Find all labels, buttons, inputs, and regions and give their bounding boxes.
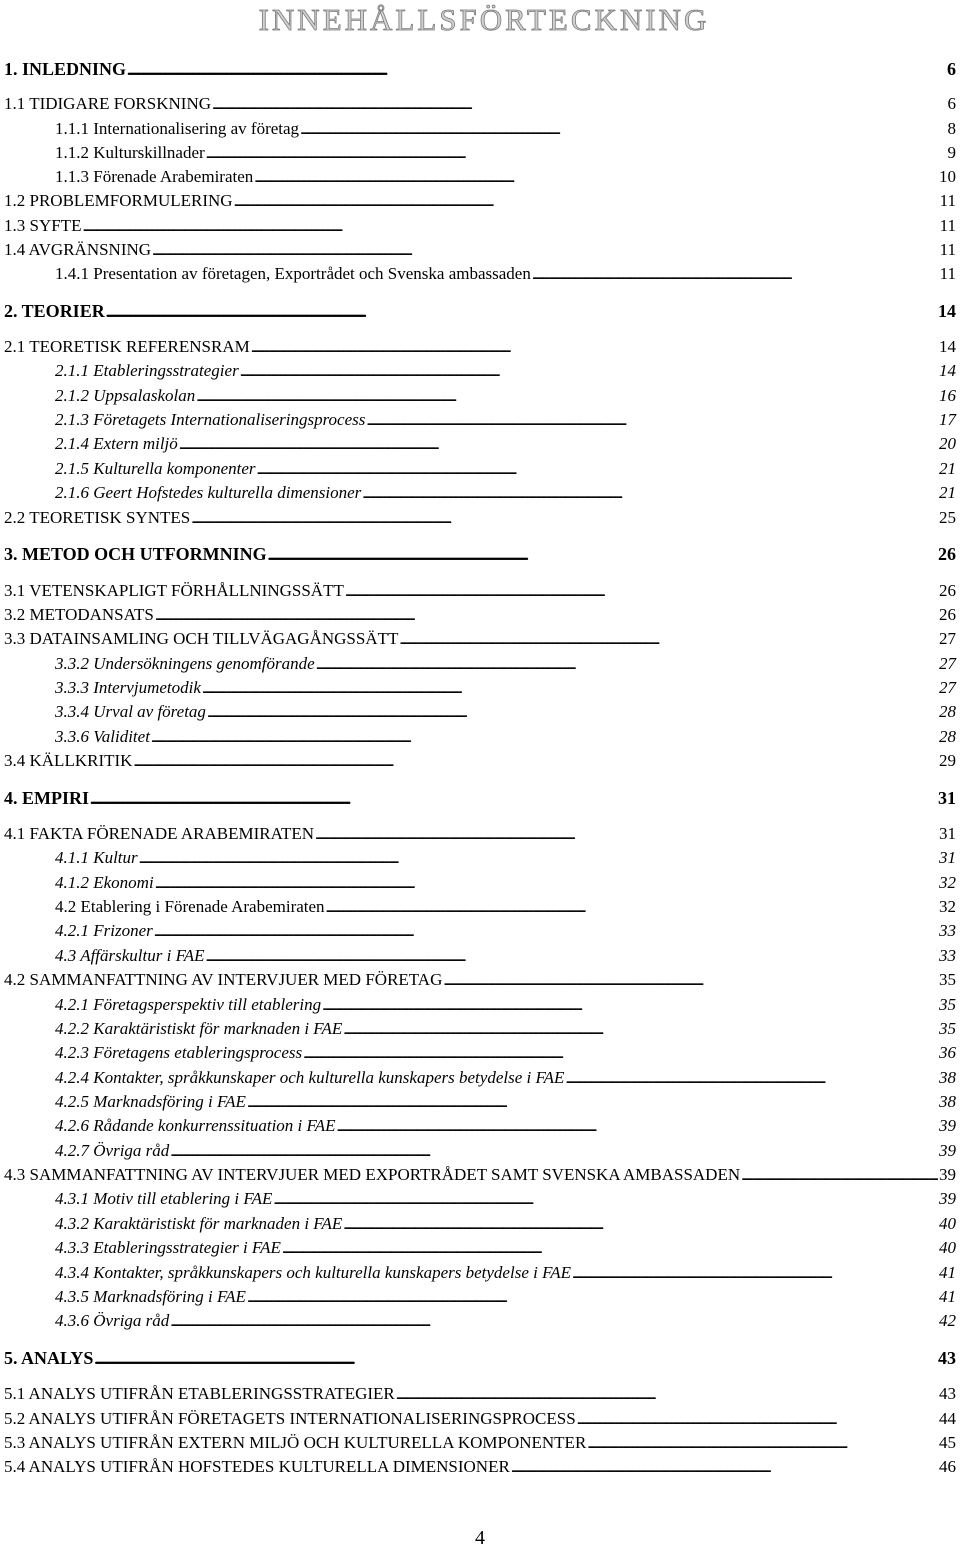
toc-entry[interactable] bbox=[4, 1432, 956, 1455]
toc-entry-label: 4.1.2 Ekonomi bbox=[55, 873, 154, 892]
toc-entry-label: 4.3.3 Etableringsstrategier i FAE bbox=[55, 1238, 281, 1257]
toc-entry-label: 4.2 SAMMANFATTNING AV INTERVJUER MED FÖRETAG bbox=[4, 970, 443, 989]
toc-leader-dots bbox=[206, 945, 938, 968]
toc-entry[interactable] bbox=[55, 896, 956, 919]
toc-entry-label: 4.2.7 Övriga råd bbox=[55, 1141, 170, 1160]
toc-entry[interactable] bbox=[55, 458, 956, 481]
toc-entry[interactable] bbox=[55, 433, 956, 456]
toc-leader-dots bbox=[212, 93, 947, 116]
toc-entry-label: 2.1.3 Företagets Internationaliseringsprocess bbox=[55, 410, 366, 429]
toc-leader-dots bbox=[94, 1347, 937, 1371]
toc-entry-label: 3.3.4 Urval av företag bbox=[55, 702, 206, 721]
toc-entry[interactable] bbox=[4, 1408, 956, 1431]
toc-entry-label: 2. TEORIER bbox=[4, 301, 105, 321]
toc-entry-label: 5. ANALYS bbox=[4, 1348, 94, 1368]
toc-leader-dots bbox=[268, 543, 937, 567]
toc-leader-dots bbox=[139, 847, 938, 870]
toc-entry[interactable] bbox=[55, 872, 956, 895]
toc-entry-page: 16 bbox=[939, 386, 956, 405]
toc-entry-page: 44 bbox=[939, 1409, 956, 1428]
toc-entry[interactable] bbox=[55, 118, 956, 141]
toc-entry-page: 11 bbox=[939, 264, 956, 283]
toc-entry[interactable] bbox=[4, 628, 956, 651]
toc-entry-page: 46 bbox=[939, 1457, 956, 1476]
toc-entry[interactable] bbox=[55, 1262, 956, 1285]
toc-entry-page: 42 bbox=[939, 1311, 956, 1330]
toc-entry-page: 31 bbox=[939, 824, 956, 843]
toc-entry-label: 4.3.2 Karaktäristiskt för marknaden i FAE bbox=[55, 1214, 343, 1233]
toc-entry-label: 2.1.2 Uppsalaskolan bbox=[55, 386, 196, 405]
toc-entry-label: 4.2.6 Rådande konkurrenssituation i FAE bbox=[55, 1116, 336, 1135]
toc-leader-dots bbox=[179, 433, 938, 456]
toc-entry[interactable] bbox=[55, 1286, 956, 1309]
toc-entry-label: 4.2.1 Frizoner bbox=[55, 921, 153, 940]
toc-entry-page: 26 bbox=[938, 544, 956, 564]
toc-leader-dots bbox=[741, 1164, 938, 1187]
toc-entry-label: 4.3.1 Motiv till etablering i FAE bbox=[55, 1189, 273, 1208]
toc-entry-page: 25 bbox=[939, 508, 956, 527]
toc-leader-dots bbox=[207, 701, 938, 724]
toc-entry-page: 36 bbox=[939, 1043, 956, 1062]
toc-entry-page: 29 bbox=[939, 751, 956, 770]
toc-entry-page: 28 bbox=[939, 702, 956, 721]
toc-entry-page: 27 bbox=[939, 654, 956, 673]
toc-entry[interactable] bbox=[55, 677, 956, 700]
toc-entry[interactable] bbox=[55, 726, 956, 749]
toc-entry[interactable] bbox=[4, 336, 956, 359]
toc-entry-label: 2.1.5 Kulturella komponenter bbox=[55, 459, 256, 478]
toc-entry-label: 2.1 TEORETISK REFERENSRAM bbox=[4, 337, 250, 356]
toc-leader-dots bbox=[240, 360, 938, 383]
toc-entry[interactable] bbox=[4, 93, 956, 116]
toc-entry[interactable] bbox=[4, 787, 956, 811]
toc-entry-label: 2.1.6 Geert Hofstedes kulturella dimensioner bbox=[55, 483, 362, 502]
toc-entry-label: 1.1.1 Internationalisering av företag bbox=[55, 119, 300, 138]
toc-entry-page: 40 bbox=[939, 1238, 956, 1257]
toc-entry[interactable] bbox=[55, 1091, 956, 1114]
toc-entry[interactable] bbox=[55, 994, 956, 1017]
toc-entry-page: 43 bbox=[939, 1384, 956, 1403]
toc-entry-label: 5.3 ANALYS UTIFRÅN EXTERN MILJÖ OCH KULTURELLA KOMPONENTER bbox=[4, 1433, 587, 1452]
toc-entry-label: 4.1 FAKTA FÖRENADE ARABEMIRATEN bbox=[4, 824, 315, 843]
toc-entry-page: 41 bbox=[939, 1263, 956, 1282]
toc-entry[interactable] bbox=[55, 263, 956, 286]
toc-entry-page: 38 bbox=[939, 1092, 956, 1111]
toc-leader-dots bbox=[82, 215, 938, 238]
toc-leader-dots bbox=[202, 677, 938, 700]
toc-entry[interactable] bbox=[55, 701, 956, 724]
toc-entry[interactable] bbox=[55, 653, 956, 676]
toc-entry-label: 3. METOD OCH UTFORMNING bbox=[4, 544, 267, 564]
toc-leader-dots bbox=[572, 1262, 938, 1285]
toc-entry-page: 11 bbox=[939, 216, 956, 235]
toc-entry[interactable] bbox=[55, 1042, 956, 1065]
toc-entry[interactable] bbox=[4, 969, 956, 992]
toc-leader-dots bbox=[362, 482, 938, 505]
toc-entry[interactable] bbox=[55, 1018, 956, 1041]
toc-entry-page: 11 bbox=[939, 240, 956, 259]
toc-leader-dots bbox=[155, 872, 938, 895]
toc-entry[interactable] bbox=[55, 360, 956, 383]
toc-leader-dots bbox=[532, 263, 939, 286]
toc-entry[interactable] bbox=[55, 142, 956, 165]
toc-entry-label: 4. EMPIRI bbox=[4, 788, 89, 808]
toc-leader-dots bbox=[247, 1091, 938, 1114]
toc-entry-label: 3.2 METODANSATS bbox=[4, 605, 154, 624]
toc-entry-label: 4.2 Etablering i Förenade Arabemiraten bbox=[55, 897, 325, 916]
toc-leader-dots bbox=[90, 787, 937, 811]
toc-entry-page: 41 bbox=[939, 1287, 956, 1306]
toc-entry-label: 2.2 TEORETISK SYNTES bbox=[4, 508, 191, 527]
toc-entry-label: 4.3 SAMMANFATTNING AV INTERVJUER MED EXPORTRÅDET SAMT SVENSKA AMBASSADEN bbox=[4, 1165, 741, 1184]
toc-leader-dots bbox=[170, 1140, 938, 1163]
toc-leader-dots bbox=[577, 1408, 938, 1431]
toc-leader-dots bbox=[322, 994, 938, 1017]
toc-leader-dots bbox=[336, 1115, 938, 1138]
toc-entry[interactable] bbox=[55, 945, 956, 968]
toc-entry-label: 4.3 Affärskultur i FAE bbox=[55, 946, 205, 965]
toc-leader-dots bbox=[151, 726, 938, 749]
toc-entry-page: 32 bbox=[939, 897, 956, 916]
toc-entry[interactable] bbox=[4, 507, 956, 530]
toc-leader-dots bbox=[345, 580, 938, 603]
toc-entry-label: 3.3.6 Validitet bbox=[55, 727, 150, 746]
toc-entry-label: 3.1 VETENSKAPLIGT FÖRHÅLLNINGSSÄTT bbox=[4, 581, 344, 600]
toc-entry-page: 33 bbox=[939, 921, 956, 940]
toc-entry-label: 1. INLEDNING bbox=[4, 59, 127, 79]
toc-entry-label: 1.1.2 Kulturskillnader bbox=[55, 143, 205, 162]
toc-entry-page: 14 bbox=[939, 337, 956, 356]
toc-entry-page: 28 bbox=[939, 727, 956, 746]
toc-entry[interactable] bbox=[55, 1067, 956, 1090]
toc-leader-dots bbox=[273, 1188, 938, 1211]
toc-leader-dots bbox=[251, 336, 938, 359]
page-title-text: INNEHÅLLSFÖRTECKNING bbox=[258, 2, 710, 37]
toc-leader-dots bbox=[511, 1456, 938, 1479]
toc-entry-page: 38 bbox=[939, 1068, 956, 1087]
toc-entry[interactable] bbox=[55, 482, 956, 505]
toc-leader-dots bbox=[106, 300, 937, 324]
toc-entry-page: 21 bbox=[939, 459, 956, 478]
toc-entry[interactable] bbox=[55, 166, 956, 189]
toc-leader-dots bbox=[234, 190, 939, 213]
toc-entry-page: 21 bbox=[939, 483, 956, 502]
toc-leader-dots bbox=[257, 458, 938, 481]
toc-entry-page: 11 bbox=[939, 191, 956, 210]
toc-entry[interactable] bbox=[4, 604, 956, 627]
toc-entry[interactable] bbox=[55, 1237, 956, 1260]
toc-entry[interactable] bbox=[55, 920, 956, 943]
page-title bbox=[0, 2, 960, 38]
toc-entry-page: 26 bbox=[939, 581, 956, 600]
toc-leader-dots bbox=[399, 628, 938, 651]
toc-leader-dots bbox=[443, 969, 938, 992]
toc-entry-label: 3.3.3 Intervjumetodik bbox=[55, 678, 201, 697]
toc-entry-page: 39 bbox=[939, 1141, 956, 1160]
toc-entry-page: 6 bbox=[947, 94, 956, 113]
toc-entry-page: 35 bbox=[939, 1019, 956, 1038]
toc-entry-label: 1.4 AVGRÄNSNING bbox=[4, 240, 152, 259]
toc-leader-dots bbox=[191, 507, 938, 530]
toc-entry[interactable] bbox=[4, 215, 956, 238]
toc-entry[interactable] bbox=[55, 1310, 956, 1333]
toc-entry-page: 10 bbox=[939, 167, 956, 186]
toc-entry-page: 39 bbox=[939, 1165, 956, 1184]
toc-leader-dots bbox=[316, 653, 938, 676]
toc-leader-dots bbox=[247, 1286, 938, 1309]
toc-leader-dots bbox=[587, 1432, 938, 1455]
toc-entry-page: 20 bbox=[939, 434, 956, 453]
toc-entry[interactable] bbox=[4, 1383, 956, 1406]
toc-entry[interactable] bbox=[4, 300, 956, 324]
toc-leader-dots bbox=[396, 1383, 938, 1406]
toc-entry[interactable] bbox=[4, 750, 956, 773]
toc-entry-label: 1.1.3 Förenade Arabemiraten bbox=[55, 167, 254, 186]
toc-entry-label: 4.2.3 Företagens etableringsprocess bbox=[55, 1043, 303, 1062]
toc-entry-page: 27 bbox=[939, 678, 956, 697]
toc-entry-label: 1.1 TIDIGARE FORSKNING bbox=[4, 94, 211, 113]
toc-leader-dots bbox=[326, 896, 938, 919]
toc-entry-label: 4.3.6 Övriga råd bbox=[55, 1311, 170, 1330]
toc-leader-dots bbox=[565, 1067, 938, 1090]
toc-entry-label: 4.2.1 Företagsperspektiv till etablering bbox=[55, 995, 322, 1014]
toc-entry-label: 3.4 KÄLLKRITIK bbox=[4, 751, 133, 770]
toc-leader-dots bbox=[315, 823, 938, 846]
toc-entry-page: 40 bbox=[939, 1214, 956, 1233]
toc-entry-page: 17 bbox=[939, 410, 956, 429]
toc-leader-dots bbox=[155, 604, 938, 627]
toc-entry-label: 5.1 ANALYS UTIFRÅN ETABLERINGSSTRATEGIER bbox=[4, 1384, 395, 1403]
toc-leader-dots bbox=[303, 1042, 938, 1065]
toc-entry-page: 6 bbox=[947, 59, 956, 79]
toc-entry[interactable] bbox=[55, 385, 956, 408]
toc-entry[interactable] bbox=[4, 1456, 956, 1479]
toc-entry[interactable] bbox=[55, 1188, 956, 1211]
toc-entry-page: 27 bbox=[939, 629, 956, 648]
toc-entry-page: 14 bbox=[938, 301, 956, 321]
toc-entry-label: 1.4.1 Presentation av företagen, Exportrådet och Svenska ambassaden bbox=[55, 264, 531, 283]
toc-entry[interactable] bbox=[4, 239, 956, 262]
toc-entry-page: 39 bbox=[939, 1189, 956, 1208]
toc-entry-label: 5.2 ANALYS UTIFRÅN FÖRETAGETS INTERNATIONALISERINGSPROCESS bbox=[4, 1409, 576, 1428]
toc-entry[interactable] bbox=[4, 823, 956, 846]
toc-entry[interactable] bbox=[55, 1140, 956, 1163]
toc-entry-label: 2.1.4 Extern miljö bbox=[55, 434, 178, 453]
toc-entry-label: 2.1.1 Etableringsstrategier bbox=[55, 361, 239, 380]
toc-entry[interactable] bbox=[4, 190, 956, 213]
toc-entry-label: 4.2.2 Karaktäristiskt för marknaden i FAE bbox=[55, 1019, 343, 1038]
toc-entry[interactable] bbox=[55, 1213, 956, 1236]
toc-entry[interactable] bbox=[55, 1115, 956, 1138]
toc-leader-dots bbox=[154, 920, 938, 943]
toc-leader-dots bbox=[206, 142, 947, 165]
toc-entry-label: 4.2.4 Kontakter, språkkunskaper och kulturella kunskapers betydelse i FAE bbox=[55, 1068, 565, 1087]
toc-leader-dots bbox=[170, 1310, 938, 1333]
toc-entry-page: 14 bbox=[939, 361, 956, 380]
toc-entry-page: 31 bbox=[938, 788, 956, 808]
page-number: 4 bbox=[475, 1527, 485, 1549]
toc-entry-page: 35 bbox=[939, 995, 956, 1014]
toc-entry-page: 9 bbox=[947, 143, 956, 162]
toc-leader-dots bbox=[254, 166, 938, 189]
toc-entry-label: 1.2 PROBLEMFORMULERING bbox=[4, 191, 233, 210]
toc-entry-page: 45 bbox=[939, 1433, 956, 1452]
toc-entry-page: 33 bbox=[939, 946, 956, 965]
toc-entry[interactable] bbox=[4, 58, 956, 82]
toc-leader-dots bbox=[127, 58, 946, 82]
toc-entry-page: 43 bbox=[938, 1348, 956, 1368]
toc-entry-page: 39 bbox=[939, 1116, 956, 1135]
toc-entry-page: 32 bbox=[939, 873, 956, 892]
toc-entry[interactable] bbox=[55, 409, 956, 432]
toc-entry[interactable] bbox=[4, 1347, 956, 1371]
toc-entry-label: 4.3.4 Kontakter, språkkunskapers och kulturella kunskapers betydelse i FAE bbox=[55, 1263, 572, 1282]
toc-entry-label: 5.4 ANALYS UTIFRÅN HOFSTEDES KULTURELLA DIMENSIONER bbox=[4, 1457, 510, 1476]
toc-leader-dots bbox=[366, 409, 938, 432]
toc-leader-dots bbox=[343, 1018, 938, 1041]
toc-entry-page: 35 bbox=[939, 970, 956, 989]
toc-entry[interactable] bbox=[4, 580, 956, 603]
toc-leader-dots bbox=[282, 1237, 938, 1260]
toc-leader-dots bbox=[300, 118, 946, 141]
toc-entry-label: 4.2.5 Marknadsföring i FAE bbox=[55, 1092, 246, 1111]
toc-leader-dots bbox=[133, 750, 938, 773]
toc-entry[interactable] bbox=[4, 1164, 956, 1187]
toc-leader-dots bbox=[196, 385, 938, 408]
toc-entry-label: 3.3 DATAINSAMLING OCH TILLVÄGAGÅNGSSÄTT bbox=[4, 629, 399, 648]
toc-entry-label: 4.1.1 Kultur bbox=[55, 848, 138, 867]
toc-leader-dots bbox=[152, 239, 939, 262]
toc-leader-dots bbox=[343, 1213, 938, 1236]
toc-entry[interactable] bbox=[55, 847, 956, 870]
toc-entry-label: 4.3.5 Marknadsföring i FAE bbox=[55, 1287, 246, 1306]
toc-entry-page: 31 bbox=[939, 848, 956, 867]
toc-entry-page: 8 bbox=[947, 119, 956, 138]
toc-entry[interactable] bbox=[4, 543, 956, 567]
toc-entry-label: 1.3 SYFTE bbox=[4, 216, 82, 235]
toc-entry-page: 26 bbox=[939, 605, 956, 624]
toc-entry-label: 3.3.2 Undersökningens genomförande bbox=[55, 654, 315, 673]
